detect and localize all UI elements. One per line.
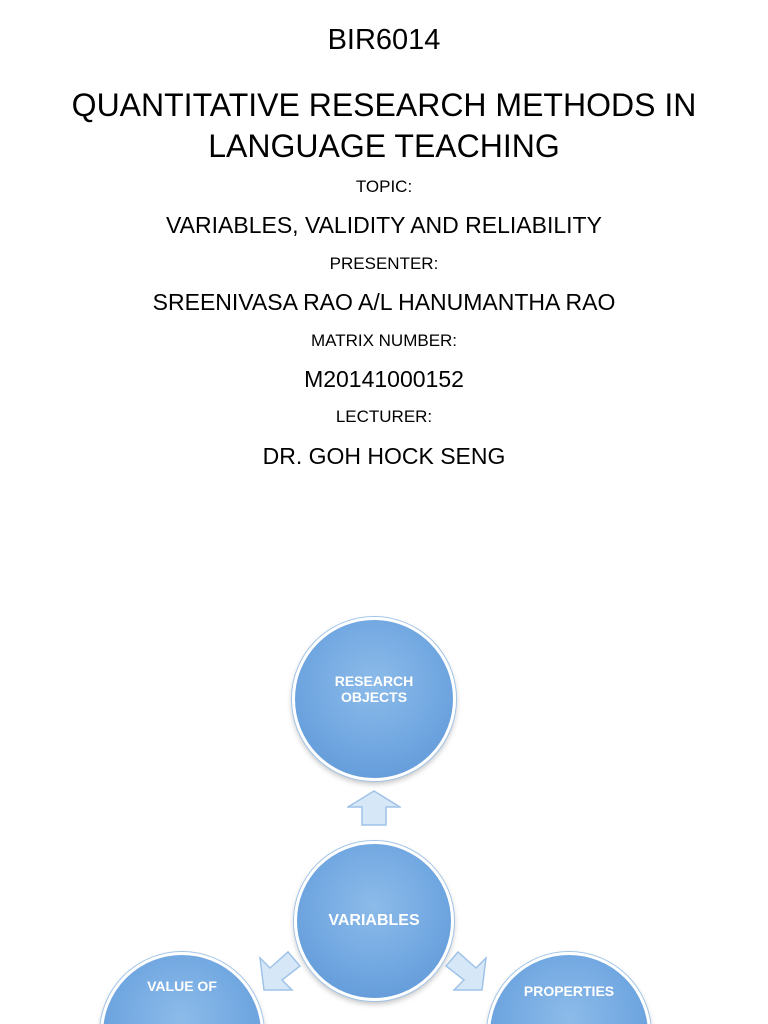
topic-value: VARIABLES, VALIDITY AND RELIABILITY [166, 212, 602, 238]
node-variables-label: VARIABLES [328, 912, 420, 929]
node-research-objects [292, 617, 456, 781]
arrow-right-down-icon [444, 948, 488, 992]
title-slide [0, 0, 768, 500]
presenter-value: SREENIVASA RAO A/L HANUMANTHA RAO [152, 289, 616, 315]
course-title: QUANTITATIVE RESEARCH METHODS IN LANGUAGE TEACHING [71, 87, 697, 164]
presenter-label: PRESENTER: [329, 254, 439, 273]
node-value-of [100, 952, 264, 1024]
topic-label: TOPIC: [355, 177, 413, 196]
matrix-number-label: MATRIX NUMBER: [310, 331, 458, 350]
arrow-up-icon [347, 790, 401, 826]
node-properties [487, 952, 651, 1024]
arrow-left-down-icon [258, 948, 302, 992]
node-variables [294, 841, 454, 1001]
variables-diagram [0, 560, 768, 1024]
matrix-number-value: M20141000152 [304, 366, 464, 392]
lecturer-value: DR. GOH HOCK SENG [262, 443, 506, 469]
node-value-of-label: VALUE OF [147, 978, 217, 994]
node-research-objects-label: RESEARCH OBJECTS [334, 673, 414, 705]
lecturer-label: LECTURER: [335, 407, 433, 426]
node-properties-label: PROPERTIES [523, 983, 615, 999]
course-code: BIR6014 [327, 24, 441, 56]
